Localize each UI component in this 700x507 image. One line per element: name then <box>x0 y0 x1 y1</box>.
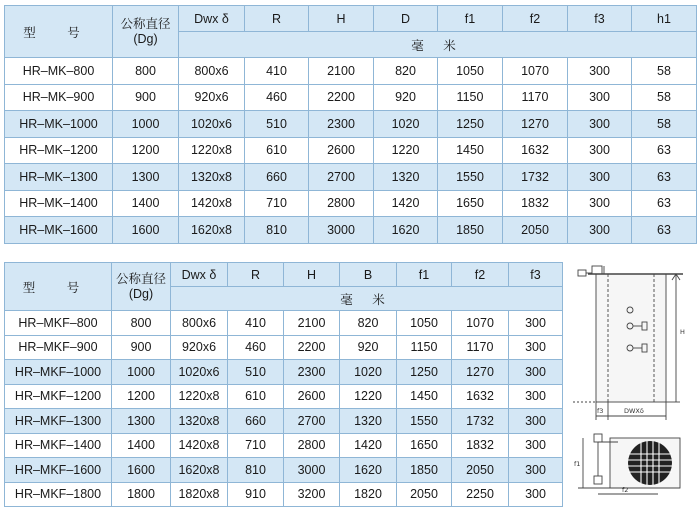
technical-drawing <box>568 262 698 498</box>
value-cell: 910 <box>228 482 284 507</box>
value-cell: 2700 <box>284 409 340 434</box>
value-cell: 2100 <box>309 58 374 85</box>
table-row <box>5 164 697 191</box>
value-cell: 1000 <box>112 360 171 385</box>
value-cell: 1220 <box>374 137 438 164</box>
value-cell: 300 <box>509 335 563 360</box>
value-cell: 1850 <box>397 458 452 483</box>
value-cell: 1832 <box>452 433 509 458</box>
value-cell: 58 <box>632 58 697 85</box>
header-col: f1 <box>438 6 503 32</box>
header-unit: 毫 米 <box>179 32 697 58</box>
label-f2: f2 <box>622 486 629 494</box>
value-cell: 2800 <box>284 433 340 458</box>
value-cell: 3200 <box>284 482 340 507</box>
value-cell: 610 <box>228 384 284 409</box>
value-cell: 920 <box>374 84 438 111</box>
model-cell: HR–MK–1600 <box>5 217 113 244</box>
value-cell: 410 <box>245 58 309 85</box>
value-cell: 300 <box>509 384 563 409</box>
value-cell: 2050 <box>503 217 568 244</box>
spec-table-mk <box>4 5 697 244</box>
header-model: 型 号 <box>5 263 112 311</box>
value-cell: 1320x8 <box>171 409 228 434</box>
value-cell: 2800 <box>309 190 374 217</box>
value-cell: 1732 <box>503 164 568 191</box>
model-cell: HR–MKF–1400 <box>5 433 112 458</box>
value-cell: 2050 <box>452 458 509 483</box>
value-cell: 300 <box>509 360 563 385</box>
value-cell: 63 <box>632 137 697 164</box>
value-cell: 58 <box>632 111 697 138</box>
value-cell: 1820x8 <box>171 482 228 507</box>
value-cell: 900 <box>113 84 179 111</box>
model-cell: HR–MKF–1000 <box>5 360 112 385</box>
value-cell: 1250 <box>438 111 503 138</box>
header-col: h1 <box>632 6 697 32</box>
value-cell: 300 <box>568 84 632 111</box>
value-cell: 1270 <box>503 111 568 138</box>
value-cell: 1732 <box>452 409 509 434</box>
model-cell: HR–MKF–900 <box>5 335 112 360</box>
table-row <box>5 217 697 244</box>
value-cell: 1220 <box>340 384 397 409</box>
table-row <box>5 433 563 458</box>
value-cell: 1550 <box>438 164 503 191</box>
grate-icon <box>628 441 672 485</box>
value-cell: 1170 <box>503 84 568 111</box>
table-body <box>5 311 563 507</box>
value-cell: 1420x8 <box>171 433 228 458</box>
value-cell: 410 <box>228 311 284 336</box>
value-cell: 460 <box>245 84 309 111</box>
value-cell: 800 <box>112 311 171 336</box>
value-cell: 2250 <box>452 482 509 507</box>
value-cell: 1270 <box>452 360 509 385</box>
value-cell: 820 <box>374 58 438 85</box>
value-cell: 1650 <box>438 190 503 217</box>
model-cell: HR–MKF–1200 <box>5 384 112 409</box>
table-row <box>5 137 697 164</box>
value-cell: 1220x8 <box>179 137 245 164</box>
value-cell: 2300 <box>284 360 340 385</box>
value-cell: 1632 <box>452 384 509 409</box>
header-nominal-diameter: 公称直径 (Dg) <box>113 6 179 58</box>
header-dwx: Dwx δ <box>171 263 228 287</box>
value-cell: 1820 <box>340 482 397 507</box>
value-cell: 300 <box>509 482 563 507</box>
value-cell: 1170 <box>452 335 509 360</box>
table-row <box>5 458 563 483</box>
value-cell: 1070 <box>452 311 509 336</box>
table-row <box>5 360 563 385</box>
value-cell: 660 <box>245 164 309 191</box>
value-cell: 1620x8 <box>179 217 245 244</box>
table-row <box>5 384 563 409</box>
value-cell: 1450 <box>438 137 503 164</box>
model-cell: HR–MK–900 <box>5 84 113 111</box>
value-cell: 300 <box>568 190 632 217</box>
value-cell: 820 <box>340 311 397 336</box>
table-row <box>5 335 563 360</box>
value-cell: 1150 <box>438 84 503 111</box>
header-col: f1 <box>397 263 452 287</box>
value-cell: 2600 <box>284 384 340 409</box>
value-cell: 1020x6 <box>171 360 228 385</box>
table-row <box>5 482 563 507</box>
value-cell: 300 <box>509 458 563 483</box>
header-col: H <box>284 263 340 287</box>
value-cell: 610 <box>245 137 309 164</box>
value-cell: 1320 <box>374 164 438 191</box>
value-cell: 920x6 <box>171 335 228 360</box>
value-cell: 300 <box>568 58 632 85</box>
value-cell: 1400 <box>112 433 171 458</box>
value-cell: 800 <box>113 58 179 85</box>
header-col: f3 <box>568 6 632 32</box>
value-cell: 1420x8 <box>179 190 245 217</box>
value-cell: 300 <box>568 217 632 244</box>
value-cell: 810 <box>228 458 284 483</box>
value-cell: 800x6 <box>171 311 228 336</box>
header-nominal-diameter: 公称直径 (Dg) <box>112 263 171 311</box>
value-cell: 1550 <box>397 409 452 434</box>
model-cell: HR–MK–1200 <box>5 137 113 164</box>
model-cell: HR–MK–800 <box>5 58 113 85</box>
header-model: 型 号 <box>5 6 113 58</box>
value-cell: 300 <box>568 164 632 191</box>
table-row <box>5 111 697 138</box>
value-cell: 63 <box>632 217 697 244</box>
hopper-body <box>596 274 666 402</box>
value-cell: 920 <box>340 335 397 360</box>
value-cell: 710 <box>228 433 284 458</box>
value-cell: 900 <box>112 335 171 360</box>
header-col: R <box>228 263 284 287</box>
value-cell: 510 <box>228 360 284 385</box>
value-cell: 660 <box>228 409 284 434</box>
value-cell: 1200 <box>113 137 179 164</box>
value-cell: 1000 <box>113 111 179 138</box>
value-cell: 1420 <box>340 433 397 458</box>
header-unit: 毫 米 <box>171 287 563 311</box>
value-cell: 1200 <box>112 384 171 409</box>
model-cell: HR–MKF–1600 <box>5 458 112 483</box>
value-cell: 1020 <box>374 111 438 138</box>
value-cell: 1020x6 <box>179 111 245 138</box>
value-cell: 63 <box>632 164 697 191</box>
value-cell: 1600 <box>112 458 171 483</box>
value-cell: 300 <box>568 111 632 138</box>
value-cell: 2600 <box>309 137 374 164</box>
value-cell: 1050 <box>397 311 452 336</box>
value-cell: 300 <box>568 137 632 164</box>
table-row <box>5 84 697 111</box>
value-cell: 300 <box>509 433 563 458</box>
value-cell: 1420 <box>374 190 438 217</box>
value-cell: 3000 <box>309 217 374 244</box>
value-cell: 1832 <box>503 190 568 217</box>
value-cell: 710 <box>245 190 309 217</box>
header-col: f2 <box>452 263 509 287</box>
value-cell: 1320x8 <box>179 164 245 191</box>
value-cell: 510 <box>245 111 309 138</box>
value-cell: 1620 <box>374 217 438 244</box>
value-cell: 1300 <box>113 164 179 191</box>
value-cell: 1600 <box>113 217 179 244</box>
model-cell: HR–MKF–1800 <box>5 482 112 507</box>
value-cell: 1050 <box>438 58 503 85</box>
table-row <box>5 190 697 217</box>
header-dwx: Dwx δ <box>179 6 245 32</box>
value-cell: 460 <box>228 335 284 360</box>
value-cell: 300 <box>509 409 563 434</box>
value-cell: 1320 <box>340 409 397 434</box>
value-cell: 2700 <box>309 164 374 191</box>
label-dwx: DWXδ <box>624 407 644 415</box>
header-col: B <box>340 263 397 287</box>
value-cell: 1632 <box>503 137 568 164</box>
model-cell: HR–MK–1000 <box>5 111 113 138</box>
label-f1: f1 <box>574 460 581 468</box>
value-cell: 1650 <box>397 433 452 458</box>
value-cell: 810 <box>245 217 309 244</box>
label-f3: f3 <box>597 407 604 415</box>
value-cell: 1020 <box>340 360 397 385</box>
value-cell: 1620 <box>340 458 397 483</box>
value-cell: 3000 <box>284 458 340 483</box>
value-cell: 1300 <box>112 409 171 434</box>
label-h: H <box>680 328 685 336</box>
value-cell: 1150 <box>397 335 452 360</box>
value-cell: 1220x8 <box>171 384 228 409</box>
value-cell: 1250 <box>397 360 452 385</box>
value-cell: 1070 <box>503 58 568 85</box>
table-row <box>5 58 697 85</box>
value-cell: 1850 <box>438 217 503 244</box>
value-cell: 2100 <box>284 311 340 336</box>
model-cell: HR–MKF–1300 <box>5 409 112 434</box>
value-cell: 2300 <box>309 111 374 138</box>
value-cell: 63 <box>632 190 697 217</box>
value-cell: 1450 <box>397 384 452 409</box>
value-cell: 2200 <box>284 335 340 360</box>
header-col: f3 <box>509 263 563 287</box>
value-cell: 920x6 <box>179 84 245 111</box>
value-cell: 800x6 <box>179 58 245 85</box>
value-cell: 1800 <box>112 482 171 507</box>
spec-table-mkf <box>4 262 563 507</box>
value-cell: 58 <box>632 84 697 111</box>
value-cell: 1620x8 <box>171 458 228 483</box>
model-cell: HR–MK–1300 <box>5 164 113 191</box>
model-cell: HR–MK–1400 <box>5 190 113 217</box>
header-col: D <box>374 6 438 32</box>
table-row <box>5 409 563 434</box>
header-col: H <box>309 6 374 32</box>
value-cell: 1400 <box>113 190 179 217</box>
value-cell: 300 <box>509 311 563 336</box>
header-col: R <box>245 6 309 32</box>
header-col: f2 <box>503 6 568 32</box>
value-cell: 2050 <box>397 482 452 507</box>
model-cell: HR–MKF–800 <box>5 311 112 336</box>
value-cell: 2200 <box>309 84 374 111</box>
table-row <box>5 311 563 336</box>
table-body <box>5 58 697 244</box>
